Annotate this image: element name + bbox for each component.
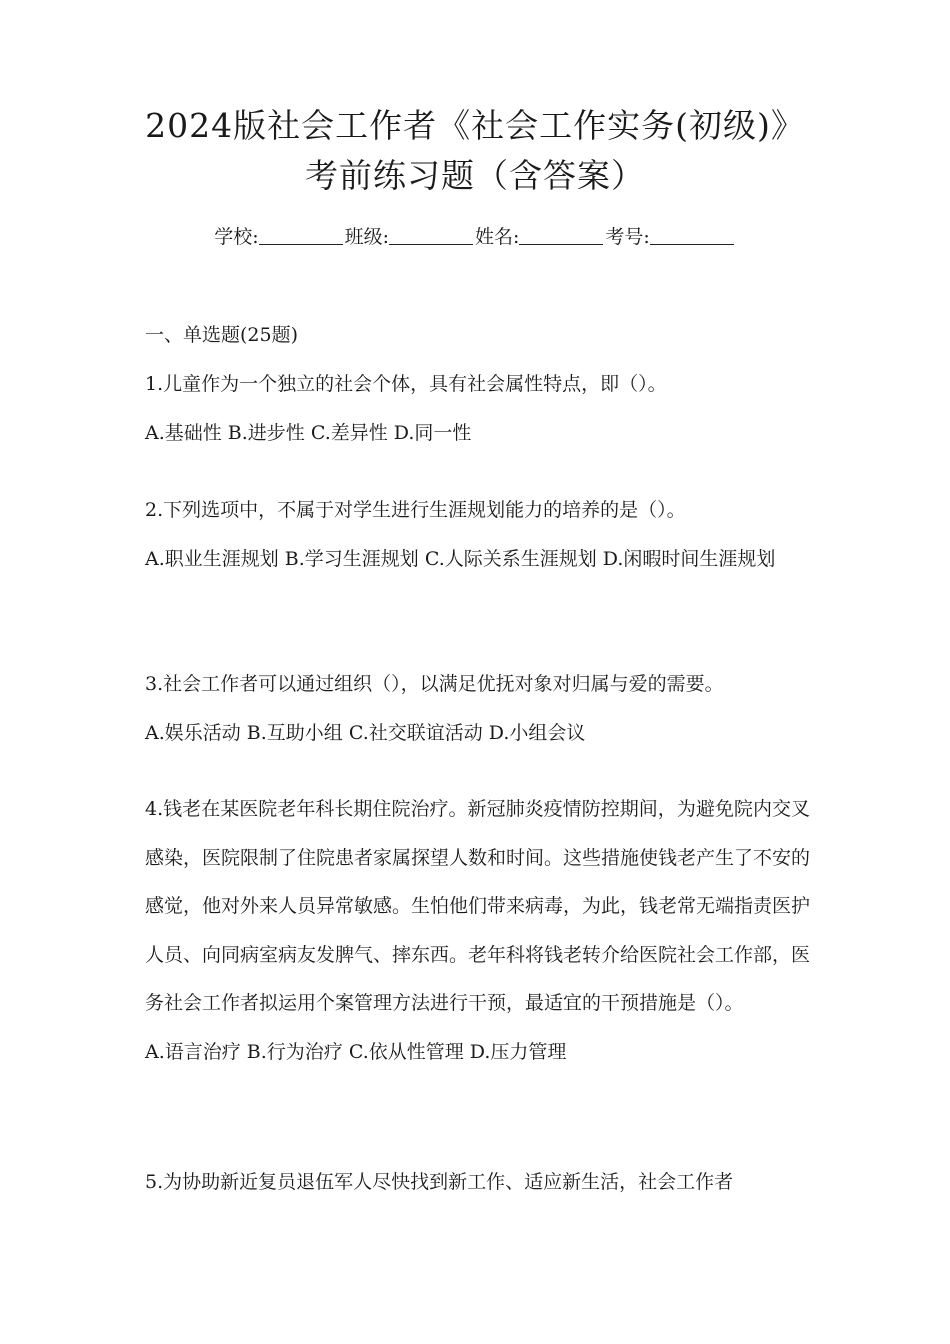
student-info-row (0, 222, 950, 252)
question-options: A.基础性 B.进步性 C.差异性 D.同一性 (145, 421, 472, 444)
exam-no-label: 考号: (605, 226, 650, 248)
question-stem: 1.儿童作为一个独立的社会个体，具有社会属性特点，即（）。 (145, 373, 667, 395)
question-stem: 4.钱老在某医院老年科长期住院治疗。新冠肺炎疫情防控期间，为避免院内交叉感染，医院限制了住院患者家属探望人数和时间。这些措施使钱老产生了不安的感觉，他对外来人员异常敏感。生怕他们带来病毒，为此，钱老常无端指责医护人员、向同病室病友发脾气、摔东西。老年科将钱老转介给医院社会工作部，医务社会工作者拟运用个案管理方法进行干预，最适宜的干预措施是（）。 (145, 798, 811, 1015)
school-blank[interactable] (259, 224, 343, 245)
class-blank[interactable] (389, 224, 473, 245)
name-label: 姓名: (475, 226, 520, 248)
question-options: A.娱乐活动 B.互助小组 C.社交联谊活动 D.小组会议 (145, 721, 586, 744)
class-label: 班级: (344, 226, 389, 248)
question-4 (145, 785, 810, 1077)
document-title-line1: 2024版社会工作者《社会工作实务(初级)》 (145, 106, 805, 145)
document-title-line2: 考前练习题（含答案） (305, 156, 645, 195)
section-heading: 一、单选题(25题) (145, 324, 299, 346)
question-1 (145, 360, 810, 457)
question-stem: 5.为协助新近复员退伍军人尽快找到新工作、适应新生活，社会工作者 (145, 1171, 734, 1193)
school-label: 学校: (214, 226, 259, 248)
exam-no-blank[interactable] (650, 224, 734, 245)
question-2 (145, 486, 810, 583)
question-stem: 3.社会工作者可以通过组织（），以满足优抚对象对归属与爱的需要。 (145, 673, 724, 695)
name-blank[interactable] (519, 224, 603, 245)
question-stem: 2.下列选项中，不属于对学生进行生涯规划能力的培养的是（）。 (145, 499, 686, 521)
question-options: A.职业生涯规划 B.学习生涯规划 C.人际关系生涯规划 D.闲暇时间生涯规划 (145, 547, 776, 570)
question-3 (145, 660, 810, 757)
question-options: A.语言治疗 B.行为治疗 C.依从性管理 D.压力管理 (145, 1040, 567, 1063)
question-5 (145, 1158, 810, 1207)
